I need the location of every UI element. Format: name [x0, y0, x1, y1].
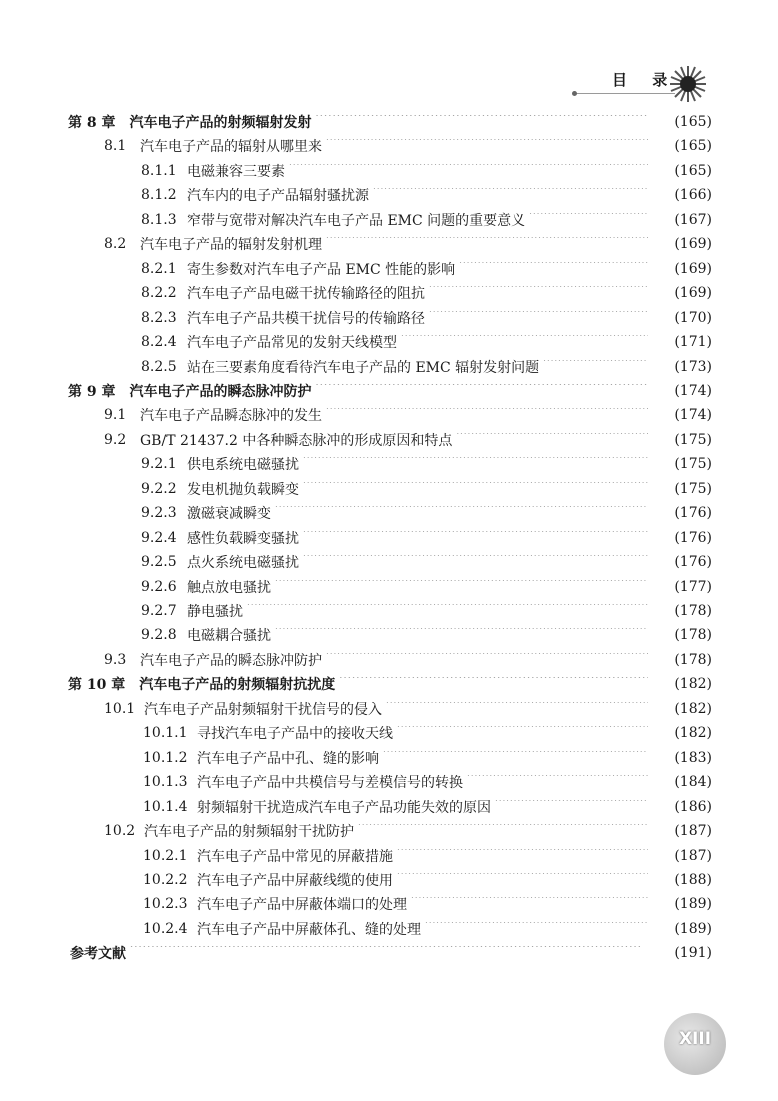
toc-entry-page: (165) [674, 138, 712, 155]
toc-entry-title: 汽车电子产品常见的发射天线模型 [187, 335, 397, 352]
toc-entry-title: 汽车内的电子产品辐射骚扰源 [187, 188, 369, 205]
toc-entry-number: 第 10 章 [68, 677, 126, 694]
toc-entry [143, 746, 712, 770]
toc-entry [141, 355, 712, 379]
toc-entry [104, 819, 712, 843]
toc-entry [68, 379, 712, 403]
header-rule [575, 93, 675, 94]
toc-entry-number: 9.2.3 [141, 505, 177, 522]
toc-entry-number: 9.3 [104, 651, 127, 668]
toc-entry-number: 9.2.8 [141, 627, 177, 644]
dot-leader [373, 188, 648, 202]
toc-entry-number: 8.1.3 [141, 211, 177, 228]
toc-entry-number: 9.2.2 [141, 480, 177, 497]
toc-entry-title: 汽车电子产品的辐射发射机理 [140, 237, 322, 254]
toc-entry-title: 触点放电骚扰 [187, 579, 271, 596]
toc-entry [141, 599, 712, 623]
dot-leader [339, 677, 648, 691]
toc-entry [141, 330, 712, 354]
toc-entry [141, 526, 712, 550]
toc-entry [141, 623, 712, 647]
dot-leader [358, 824, 648, 838]
toc-entry-title: 汽车电子产品共模干扰信号的传输路径 [187, 310, 425, 327]
toc-entry-title: 汽车电子产品中屏蔽体孔、缝的处理 [197, 921, 421, 938]
toc-entry [104, 428, 712, 452]
toc-entry-number: 8.2 [104, 236, 127, 253]
toc-entry-number: 9.2.4 [141, 529, 177, 546]
toc-entry-number: 10.1.4 [143, 798, 188, 815]
toc-entry-title: 汽车电子产品中屏蔽线缆的使用 [197, 872, 393, 889]
toc-entry-number: 8.2.1 [141, 260, 177, 277]
toc-entry-number: 8.2.3 [141, 309, 177, 326]
dot-leader [467, 775, 648, 789]
dot-leader [459, 262, 648, 276]
toc-entry-page: (176) [674, 505, 712, 522]
dot-leader [326, 408, 648, 422]
toc-entry-title: 汽车电子产品的辐射从哪里来 [140, 139, 322, 156]
toc-entry [68, 110, 712, 134]
toc-entry [143, 868, 712, 892]
toc-entry-title: 汽车电子产品的射频辐射干扰防护 [144, 824, 354, 841]
dot-leader [429, 286, 648, 300]
toc-entry [141, 208, 712, 232]
toc-entry-number: 10.2.3 [143, 896, 188, 913]
dot-leader [275, 506, 648, 520]
toc-entry-number: 10.2.1 [143, 847, 188, 864]
toc-entry [141, 281, 712, 305]
toc-entry-number: 8.2.4 [141, 334, 177, 351]
toc-entry-page: (177) [674, 578, 712, 595]
toc-entry [141, 306, 712, 330]
toc-entry [141, 501, 712, 525]
toc-entry-title: 静电骚扰 [187, 604, 243, 620]
dot-leader [289, 164, 648, 178]
toc-entry-page: (167) [674, 211, 712, 228]
toc-entry [70, 941, 712, 965]
dot-leader [401, 335, 648, 349]
toc-entry-page: (171) [674, 334, 712, 351]
toc-entry-title: 汽车电子产品的射频辐射发射 [129, 115, 312, 131]
page-number-badge [664, 1013, 726, 1075]
toc-entry-page: (189) [674, 920, 712, 937]
header-rule-dot [572, 91, 577, 96]
toc-entry-title: 汽车电子产品的瞬态脉冲防护 [129, 383, 312, 400]
toc-entry [104, 403, 712, 427]
toc-entry-page: (182) [674, 725, 712, 742]
toc-entry-title: 寄生参数对汽车电子产品 EMC 性能的影响 [187, 261, 456, 278]
toc-entry-page: (186) [674, 798, 712, 815]
dot-leader [326, 139, 648, 153]
toc-entry-title: 汽车电子产品中常见的屏蔽措施 [197, 848, 393, 865]
toc-entry-number: 10.1.2 [143, 749, 188, 766]
toc-entry-title: 寻找汽车电子产品中的接收天线 [197, 726, 393, 743]
dot-leader [543, 360, 648, 374]
toc-entry [104, 648, 712, 672]
toc-entry-page: (175) [674, 480, 712, 497]
toc-entry-title: 电磁耦合骚扰 [187, 628, 271, 645]
toc-entry-page: (178) [674, 603, 712, 619]
toc-entry-page: (175) [674, 456, 712, 473]
toc-entry [143, 892, 712, 916]
toc-entry-number: 10.2.2 [143, 871, 188, 888]
dot-leader [456, 433, 648, 447]
toc-entry-number: 8.1 [104, 138, 127, 155]
toc-entry-page: (173) [674, 358, 712, 375]
toc-entry-page: (183) [674, 749, 712, 766]
toc-entry-number: 9.2 [104, 431, 127, 448]
toc-entry-number: 10.1 [104, 700, 136, 717]
toc-entry-page: (189) [674, 896, 712, 913]
toc-entry-page: (178) [674, 651, 712, 668]
toc-entry-page: (184) [674, 774, 712, 791]
toc-entry [141, 159, 712, 183]
toc-entry-title: 点火系统电磁骚扰 [187, 555, 299, 572]
dot-leader [275, 628, 648, 642]
toc-entry [104, 134, 712, 158]
dot-leader [130, 946, 648, 960]
header-title: 目 录 [612, 71, 678, 89]
dot-leader [247, 604, 648, 618]
toc-entry-page: (176) [674, 554, 712, 571]
toc-entry-number: 9.2.7 [141, 603, 177, 619]
toc-entry-number: 10.1.1 [143, 725, 188, 742]
dot-leader [495, 800, 648, 814]
toc-entry-number: 8.1.2 [141, 187, 177, 204]
toc-entry-title: 汽车电子产品的瞬态脉冲防护 [140, 652, 322, 669]
dot-leader [425, 922, 648, 936]
dot-leader [383, 751, 648, 765]
dot-leader [303, 482, 648, 496]
toc-entry-title: 参考文献 [70, 946, 126, 963]
dot-leader [275, 580, 648, 594]
toc-entry [143, 770, 712, 794]
toc-entry-number: 9.1 [104, 407, 127, 424]
toc-entry-title: 射频辐射干扰造成汽车电子产品功能失效的原因 [197, 799, 491, 816]
dot-leader [316, 115, 649, 129]
page-number: XIII [678, 1029, 712, 1049]
toc-entry-page: (169) [674, 260, 712, 277]
toc-entry-number: 8.1.1 [141, 162, 177, 179]
toc-entry-page: (176) [674, 529, 712, 546]
dot-leader [529, 213, 648, 227]
dot-leader [326, 653, 648, 667]
dot-leader [303, 457, 648, 471]
toc-entry-number: 第 8 章 [68, 115, 116, 131]
page-header [0, 62, 778, 102]
dot-leader [429, 311, 648, 325]
toc-entry-title: GB/T 21437.2 中各种瞬态脉冲的形成原因和特点 [140, 432, 453, 449]
dot-leader [386, 702, 648, 716]
toc-entry-title: 站在三要素角度看待汽车电子产品的 EMC 辐射发射问题 [187, 359, 540, 376]
toc-entry [104, 697, 712, 721]
toc-entry-page: (169) [674, 285, 712, 302]
toc-entry-title: 窄带与宽带对解决汽车电子产品 EMC 问题的重要意义 [187, 212, 526, 229]
toc-entry-title: 汽车电子产品瞬态脉冲的发生 [140, 408, 322, 425]
toc-entry [141, 183, 712, 207]
toc-entry-title: 汽车电子产品的射频辐射抗扰度 [139, 677, 336, 694]
toc-entry-title: 汽车电子产品中共模信号与差模信号的转换 [197, 775, 463, 792]
dot-leader [411, 897, 648, 911]
toc-entry-title: 汽车电子产品电磁干扰传输路径的阻抗 [187, 286, 425, 303]
toc-entry-page: (165) [674, 162, 712, 179]
toc-entry [68, 672, 712, 696]
toc-entry [143, 795, 712, 819]
toc-entry-title: 感性负载瞬变骚扰 [187, 530, 299, 547]
dot-leader [316, 384, 649, 398]
toc-entry-page: (187) [674, 823, 712, 840]
dot-leader [397, 726, 648, 740]
toc-entry-title: 供电系统电磁骚扰 [187, 457, 299, 474]
toc-entry-page: (170) [674, 309, 712, 326]
toc-entry-title: 发电机抛负载瞬变 [187, 481, 299, 498]
dot-leader [397, 873, 648, 887]
dot-leader [397, 849, 648, 863]
toc-entry-page: (188) [674, 871, 712, 888]
toc-entry-page: (191) [674, 945, 712, 962]
toc-entry-page: (174) [674, 382, 712, 399]
toc-entry-title: 汽车电子产品中屏蔽体端口的处理 [197, 897, 407, 914]
toc-entry-title: 电磁兼容三要素 [187, 163, 285, 180]
toc-entry [141, 257, 712, 281]
toc-entry-page: (187) [674, 847, 712, 864]
toc-entry [104, 232, 712, 256]
toc-entry-title: 汽车电子产品中孔、缝的影响 [197, 750, 379, 767]
toc-entry-page: (182) [674, 676, 712, 693]
toc-entry [143, 844, 712, 868]
toc-entry [143, 721, 712, 745]
toc-entry-title: 汽车电子产品射频辐射干扰信号的侵入 [144, 701, 382, 718]
toc-entry-number: 10.2.4 [143, 920, 188, 937]
toc-entry-number: 8.2.2 [141, 285, 177, 302]
toc-entry-page: (166) [674, 187, 712, 204]
dot-leader [303, 555, 648, 569]
toc-entry-number: 10.2 [104, 823, 136, 840]
toc-entry-page: (182) [674, 700, 712, 717]
toc-entry-page: (169) [674, 236, 712, 253]
toc-entry-number: 9.2.6 [141, 578, 177, 595]
toc-entry-number: 8.2.5 [141, 358, 177, 375]
toc-entry [141, 550, 712, 574]
toc-entry-page: (174) [674, 407, 712, 424]
toc-entry-number: 10.1.3 [143, 774, 188, 791]
toc-entry [141, 452, 712, 476]
toc-entry-number: 第 9 章 [68, 383, 116, 400]
toc-entry-page: (175) [674, 431, 712, 448]
toc-entry-page: (165) [674, 114, 712, 130]
dot-leader [326, 237, 648, 251]
sunburst-logo-icon [668, 64, 708, 104]
toc-entry [141, 575, 712, 599]
toc-entry-number: 9.2.1 [141, 456, 177, 473]
toc-entry [141, 477, 712, 501]
toc-entry-number: 9.2.5 [141, 554, 177, 571]
toc-entry-page: (178) [674, 627, 712, 644]
toc-entry [143, 917, 712, 941]
toc-entry-title: 激磁衰减瞬变 [187, 506, 271, 523]
dot-leader [303, 531, 648, 545]
